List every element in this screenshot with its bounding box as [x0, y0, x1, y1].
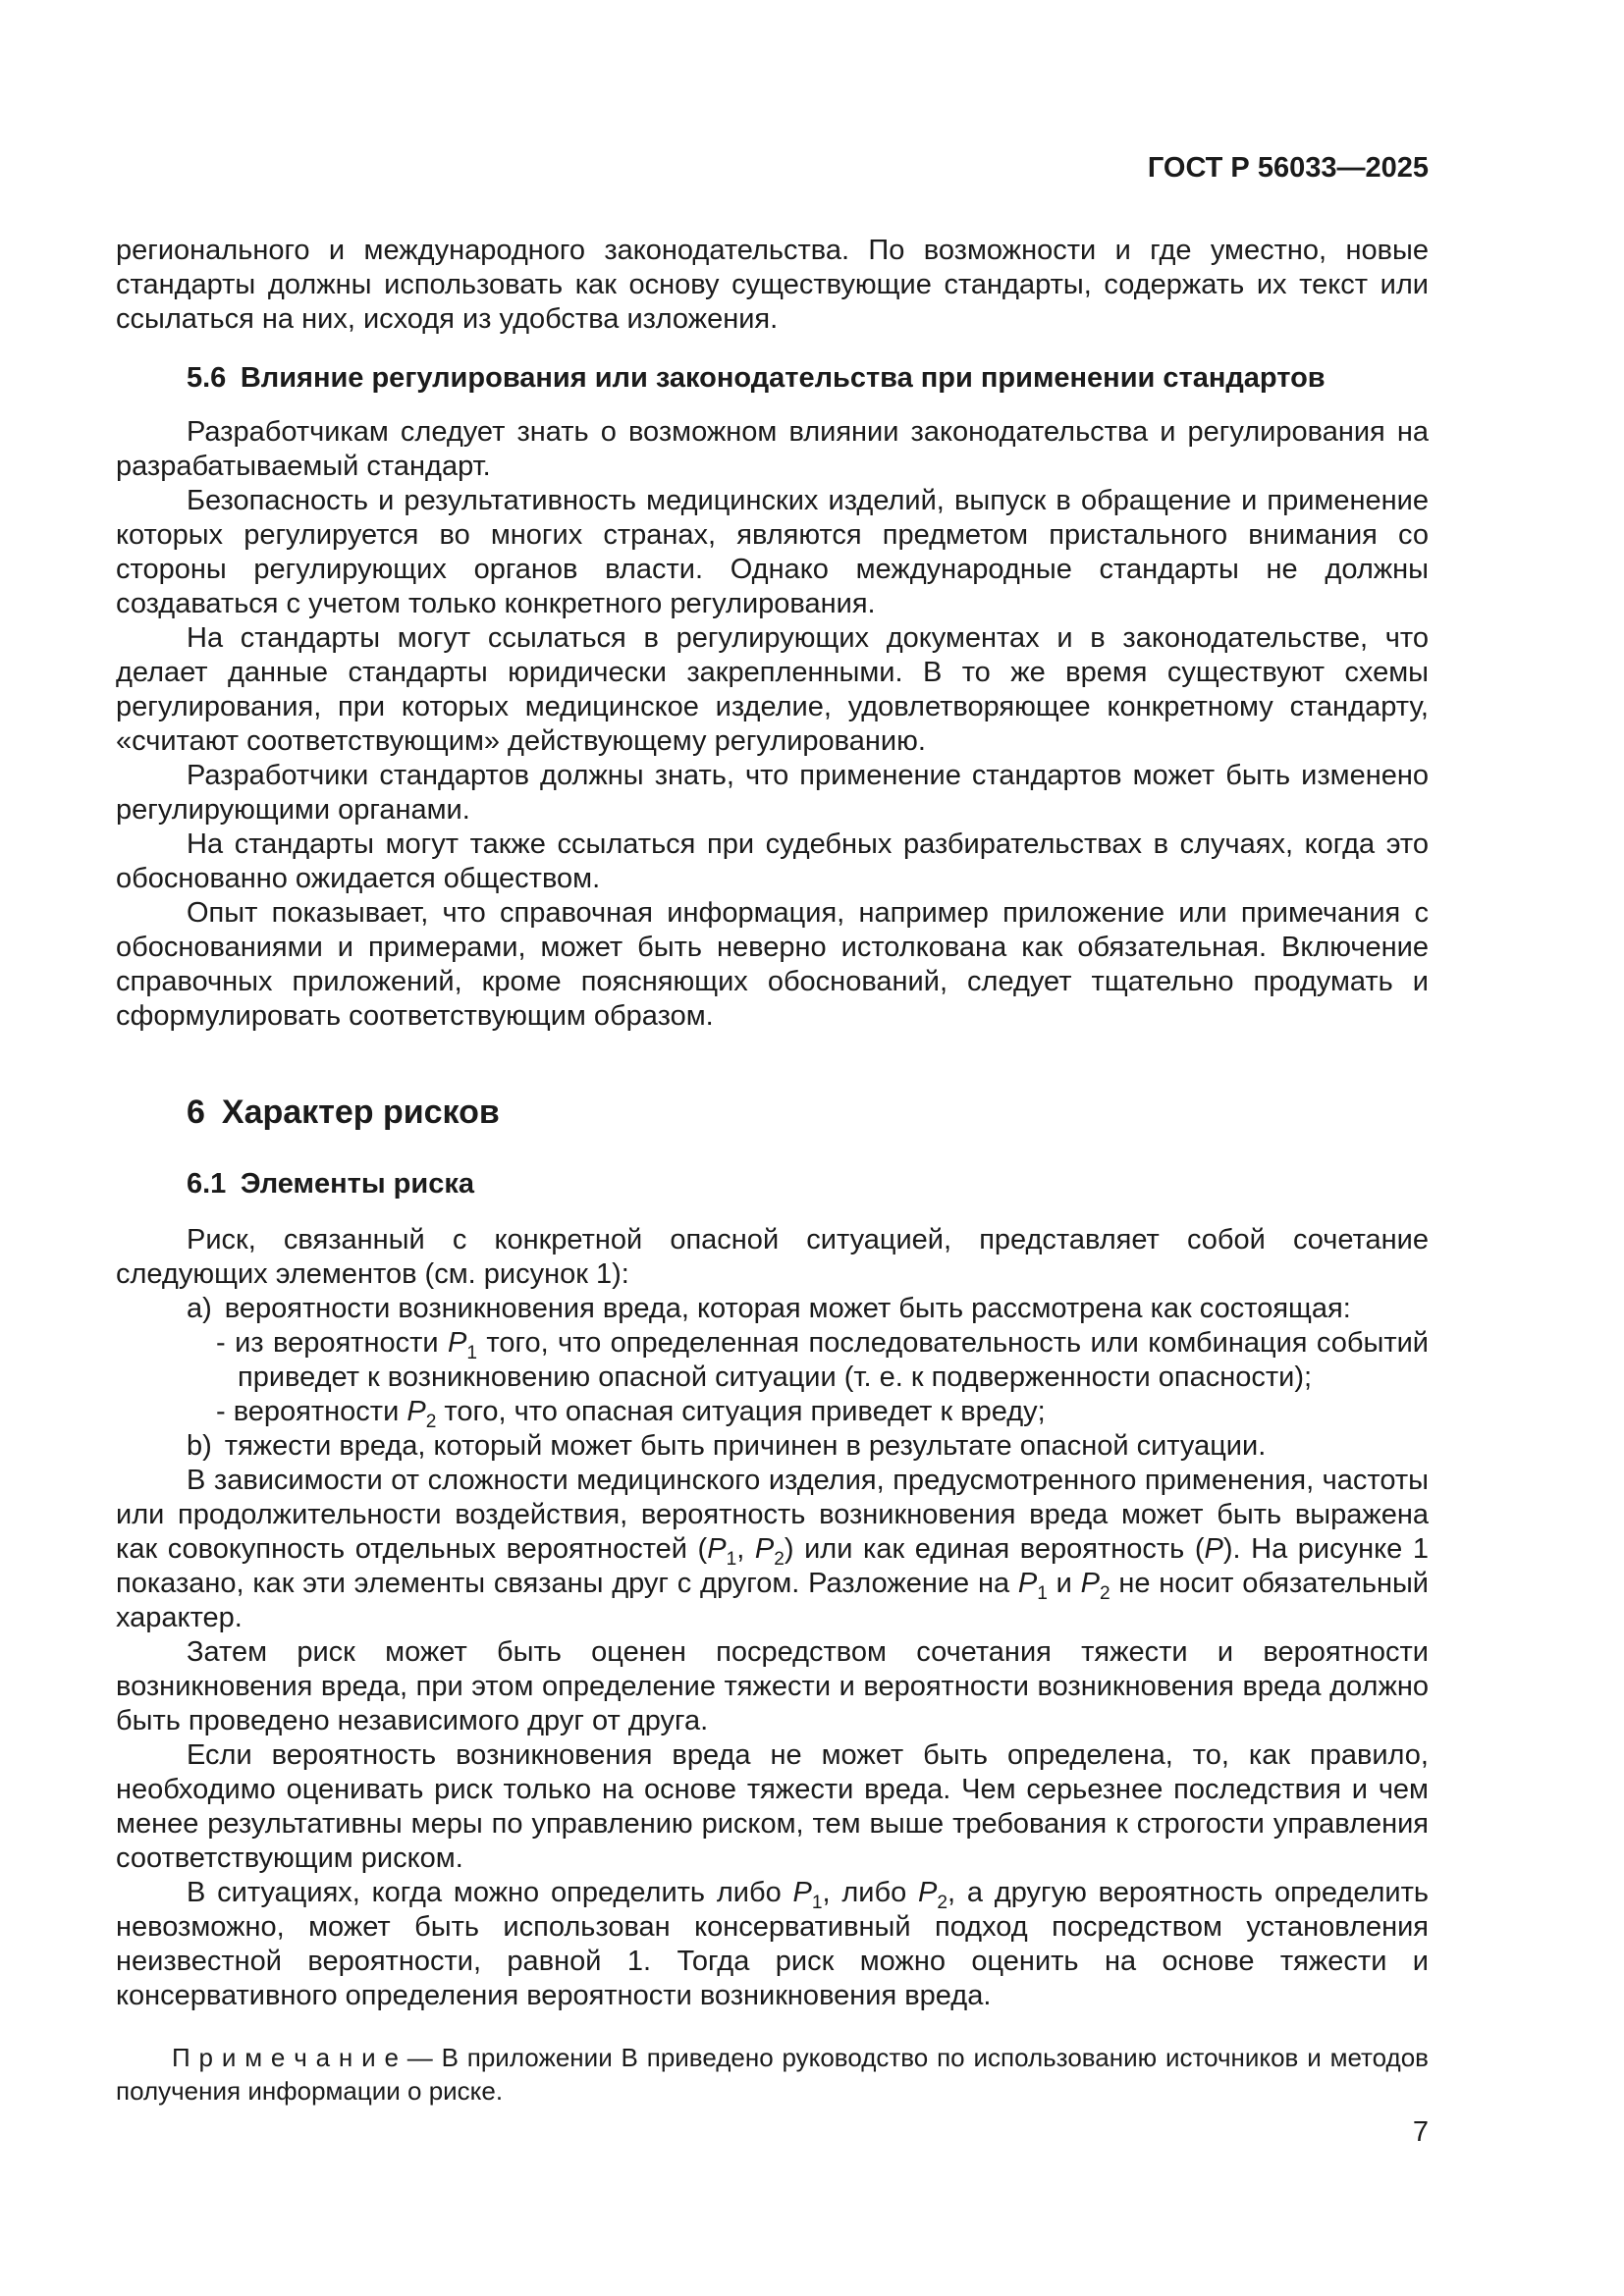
note: П р и м е ч а н и е — В приложении В приведено руководство по использованию источников и методов получения информации о риске. [116, 2043, 1429, 2106]
paragraph: В ситуациях, когда можно определить либо $P_1$, либо $P_2$, а другую вероятность определить невозможно, может быть использован консервативный подход посредством установления неизвестной вероятности, равной 1. Тогда риск можно оценить на основе тяжести и консервативного определения вероятности возникновения вреда. [116, 1877, 1430, 2011]
paragraph: Безопасность и результативность медицинских изделий, выпуск в обращение и применение которых регулируется во многих странах, являются предметом пристального внимания со стороны регулирующих органов власти. Однако международные стандарты не должны создаваться с учетом только конкретного регулирования. [116, 485, 1429, 619]
paragraph-continuation: регионального и международного законодательства. По возможности и где уместно, новые стандарты должны использовать как основу существующие стандарты, содержать их текст или ссылаться на них, исходя из удобства изложения. [116, 235, 1429, 335]
page-number: 7 [1412, 2116, 1429, 2148]
section-6-1-heading [116, 1167, 1429, 1201]
list-subitem: - из вероятности $P_1$ того, что определенная последовательность или комбинация событий приведет к возникновению опасной ситуации (т. е. к подверженности опасности); [216, 1327, 1430, 1393]
list-item-a [116, 1292, 1429, 1326]
paragraph: Разработчикам следует знать о возможном влиянии законодательства и регулирования на разрабатываемый стандарт. [116, 416, 1429, 482]
paragraph: Опыт показывает, что справочная информация, например приложение или примечания с обоснованиями и примерами, может быть неверно истолкована как обязательная. Включение справочных приложений, кроме поясняющих обоснований, следует тщательно продумать и сформулировать соответствующим образом. [116, 897, 1429, 1032]
paragraph: Если вероятность возникновения вреда не может быть определена, то, как правило, необходимо оценивать риск только на основе тяжести вреда. Чем серьезнее последствия и чем менее результативны меры по управлению риском, тем выше требования к строгости управления соответствующим риском. [116, 1739, 1429, 1874]
list-item-text: вероятности возникновения вреда, которая может быть рассмотрена как состоящая: [224, 1293, 1351, 1324]
section-number: 6.1 [187, 1168, 227, 1200]
section-title: Влияние регулирования или законодательства при применении стандартов [240, 362, 1326, 394]
page-body [116, 234, 1429, 2150]
paragraph: На стандарты могут также ссылаться при судебных разбирательствах в случаях, когда это обоснованно ожидается обществом. [116, 828, 1429, 894]
paragraph: На стандарты могут ссылаться в регулирующих документах и в законодательстве, что делает данные стандарты юридически закрепленными. В то же время существуют схемы регулирования, при которых медицинское изделие, удовлетворяющее конкретному стандарту, «считают соответствующим» действующему регулированию. [116, 622, 1429, 757]
section-5-6-heading [116, 361, 1429, 396]
chapter-number: 6 [187, 1094, 205, 1131]
section-number: 5.6 [187, 362, 227, 394]
chapter-6-heading [116, 1093, 1429, 1132]
chapter-title: Характер рисков [221, 1094, 500, 1131]
list-marker: a) [187, 1293, 212, 1324]
paragraph: В зависимости от сложности медицинского изделия, предусмотренного применения, частоты или продолжительности воздействия, вероятность возникновения вреда может быть выражена как совокупность отдельных вероятностей ($P_1$, $P_2$) или как единая вероятность (P). На рисунке 1 показано, как эти элементы связаны друг с другом. Разложение на $P_1$ и $P_2$ не носит обязательный характер. [116, 1465, 1429, 1633]
document-code-header: ГОСТ Р 56033—2025 [1147, 152, 1429, 184]
list-item-text: тяжести вреда, который может быть причинен в результате опасной ситуации. [224, 1430, 1267, 1462]
paragraph: Разработчики стандартов должны знать, что применение стандартов может быть изменено регулирующими органами. [116, 760, 1429, 826]
paragraph: Затем риск может быть оценен посредством сочетания тяжести и вероятности возникновения вреда, при этом определение тяжести и вероятности возникновения вреда должно быть проведено независимого друг от друга. [116, 1636, 1429, 1736]
list-item-b [116, 1429, 1429, 1464]
section-title: Элементы риска [240, 1168, 474, 1200]
list-subitem: - вероятности $P_2$ того, что опасная ситуация приведет к вреду; [216, 1396, 1046, 1432]
list-marker: b) [187, 1430, 212, 1462]
paragraph: Риск, связанный с конкретной опасной ситуацией, представляет собой сочетание следующих элементов (см. рисунок 1): [116, 1224, 1429, 1290]
